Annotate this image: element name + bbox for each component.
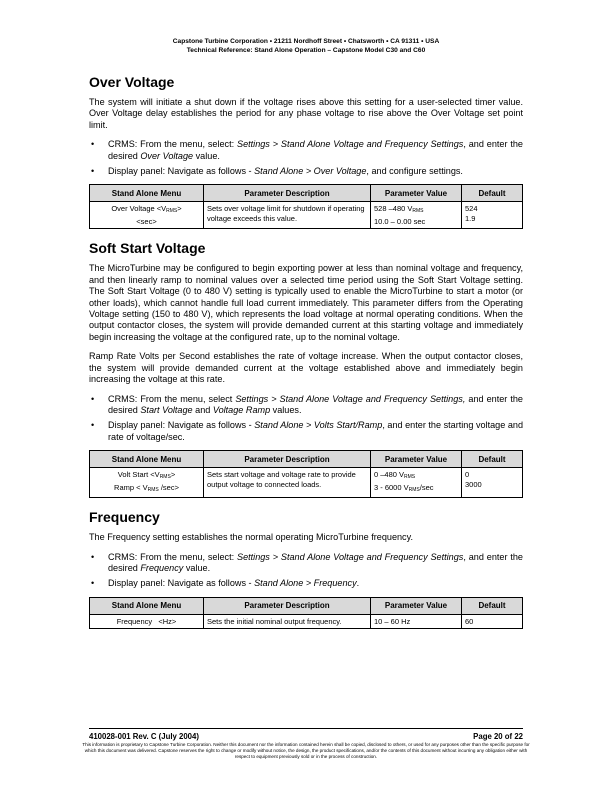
bullet-icon: • (91, 139, 95, 150)
bullet-icon: • (91, 578, 95, 589)
description-cell: Sets start voltage and voltage rate to provide output voltage to connected loads. (204, 468, 371, 498)
bullet-icon: • (91, 393, 95, 404)
frequency-table (89, 597, 523, 630)
table-header-row: Stand Alone Menu Parameter Description Parameter Value Default (90, 451, 523, 468)
list-item: • Display panel: Navigate as follows - Stand Alone > Over Voltage, and configure settings. (91, 166, 463, 177)
list-item: • CRMS: From the menu, select: Settings > Stand Alone Voltage and Frequency Settings, and enter the desired Frequency value. (91, 551, 523, 573)
soft-start-paragraph: The MicroTurbine may be configured to begin exporting power at less than nominal voltage and frequency, and then linearly ramp to nominal values over a selected time period using the Soft Start Voltage setting. The Soft Start Voltage (0 to 480 V) setting is typically used to enable the MicroTurbine to start a motor (or other loads), which cannot handle full load current immediately. This parameter differs from the Operating Voltage setting (150 to 480 V), which represents the load voltage at normal operating conditions. When the output contactor closes, the system will provide demanded current at this starting voltage and immediately begin increasing the voltage at the configured rate, up to the nominal voltage. (89, 263, 523, 342)
value-cell: 528 –480 $V_{RMS}$ 10.0 – 0.00 sec (371, 202, 462, 229)
soft-start-heading: Soft Start Voltage (89, 240, 206, 257)
proprietary-notice: This information is proprietary to Capstone Turbine Corporation. Neither this document nor the information contained herein shall be copied, disclosed to others, or used for any purposes other than the specific purpose for which this document was delivered. Capstone reserves the right to change or modify without notice, the design, the product specifications, and/or the contents of this document without incurring any obligation either with respect to equipment previously sold or in the process of construction. (82, 742, 530, 759)
table-header-row: Stand Alone Menu Parameter Description Parameter Value Default (90, 185, 523, 202)
page-number: Page 20 of 22 (473, 732, 523, 741)
table-row (90, 202, 523, 229)
footer-divider (89, 728, 523, 729)
list-item: • Display panel: Navigate as follows - Stand Alone > Frequency. (91, 578, 360, 589)
frequency-intro: The Frequency setting establishes the normal operating MicroTurbine frequency. (89, 532, 414, 543)
list-item: • CRMS: From the menu, select Settings > Stand Alone Voltage and Frequency Settings, and enter the desired Start Voltage and Voltage Ramp values. (91, 393, 523, 415)
menu-cell: Over Voltage $<V_{RMS}>$ <sec> (90, 202, 204, 229)
bullet-icon: • (91, 551, 95, 562)
over-voltage-intro: The system will initiate a shut down if the voltage rises above this setting for a user-selected timer value. Over Voltage delay establishes the period for any phase voltage to rise above the Over Voltage set point limit. (89, 97, 523, 130)
header-reference: Technical Reference: Stand Alone Operation – Capstone Model C30 and C60 (186, 47, 426, 54)
page-header (0, 37, 612, 55)
over-voltage-table (89, 184, 523, 229)
list-item: • CRMS: From the menu, select: Settings > Stand Alone Voltage and Frequency Settings, and enter the desired Over Voltage value. (91, 139, 523, 161)
default-cell: 60 (462, 614, 523, 629)
ramp-rate-paragraph: Ramp Rate Volts per Second establishes the rate of voltage increase. When the output contactor closes, the system will provide demanded current at the voltage established above and immediately begin increasing the voltage at this rate. (89, 351, 523, 385)
soft-start-steps (89, 394, 523, 444)
over-voltage-steps (89, 139, 523, 177)
soft-start-table (89, 450, 523, 498)
document-number: 410028-001 Rev. C (July 2004) (89, 732, 199, 741)
menu-cell: Volt Start $<V_{RMS}>$ Ramp < $V_{RMS}$ /sec> (90, 468, 204, 498)
frequency-heading: Frequency (89, 509, 160, 526)
table-header-row: Stand Alone Menu Parameter Description Parameter Value Default (90, 597, 523, 614)
bullet-icon: • (91, 166, 95, 177)
value-cell: 0 –480 $V_{RMS}$ 3 - 6000 $V_{RMS}/\sec$ (371, 468, 462, 498)
bullet-icon: • (91, 420, 95, 431)
menu-cell: Frequency <Hz> (90, 614, 204, 629)
list-item: • Display panel: Navigate as follows - Stand Alone > Volts Start/Ramp, and enter the starting voltage and rate of voltage/sec. (91, 420, 524, 442)
default-cell: 0 3000 (462, 468, 523, 498)
table-row (90, 614, 523, 629)
value-cell: 10 – 60 Hz (371, 614, 462, 629)
description-cell: Sets over voltage limit for shutdown if operating voltage exceeds this value. (204, 202, 371, 229)
frequency-steps (89, 552, 523, 590)
description-cell: Sets the initial nominal output frequency. (204, 614, 371, 629)
over-voltage-heading: Over Voltage (89, 74, 175, 90)
default-cell: 524 1.9 (462, 202, 523, 229)
table-row (90, 468, 523, 498)
page-content (89, 73, 523, 639)
header-address: Capstone Turbine Corporation • 21211 Nordhoff Street • Chatsworth • CA 91311 • USA (172, 38, 440, 45)
